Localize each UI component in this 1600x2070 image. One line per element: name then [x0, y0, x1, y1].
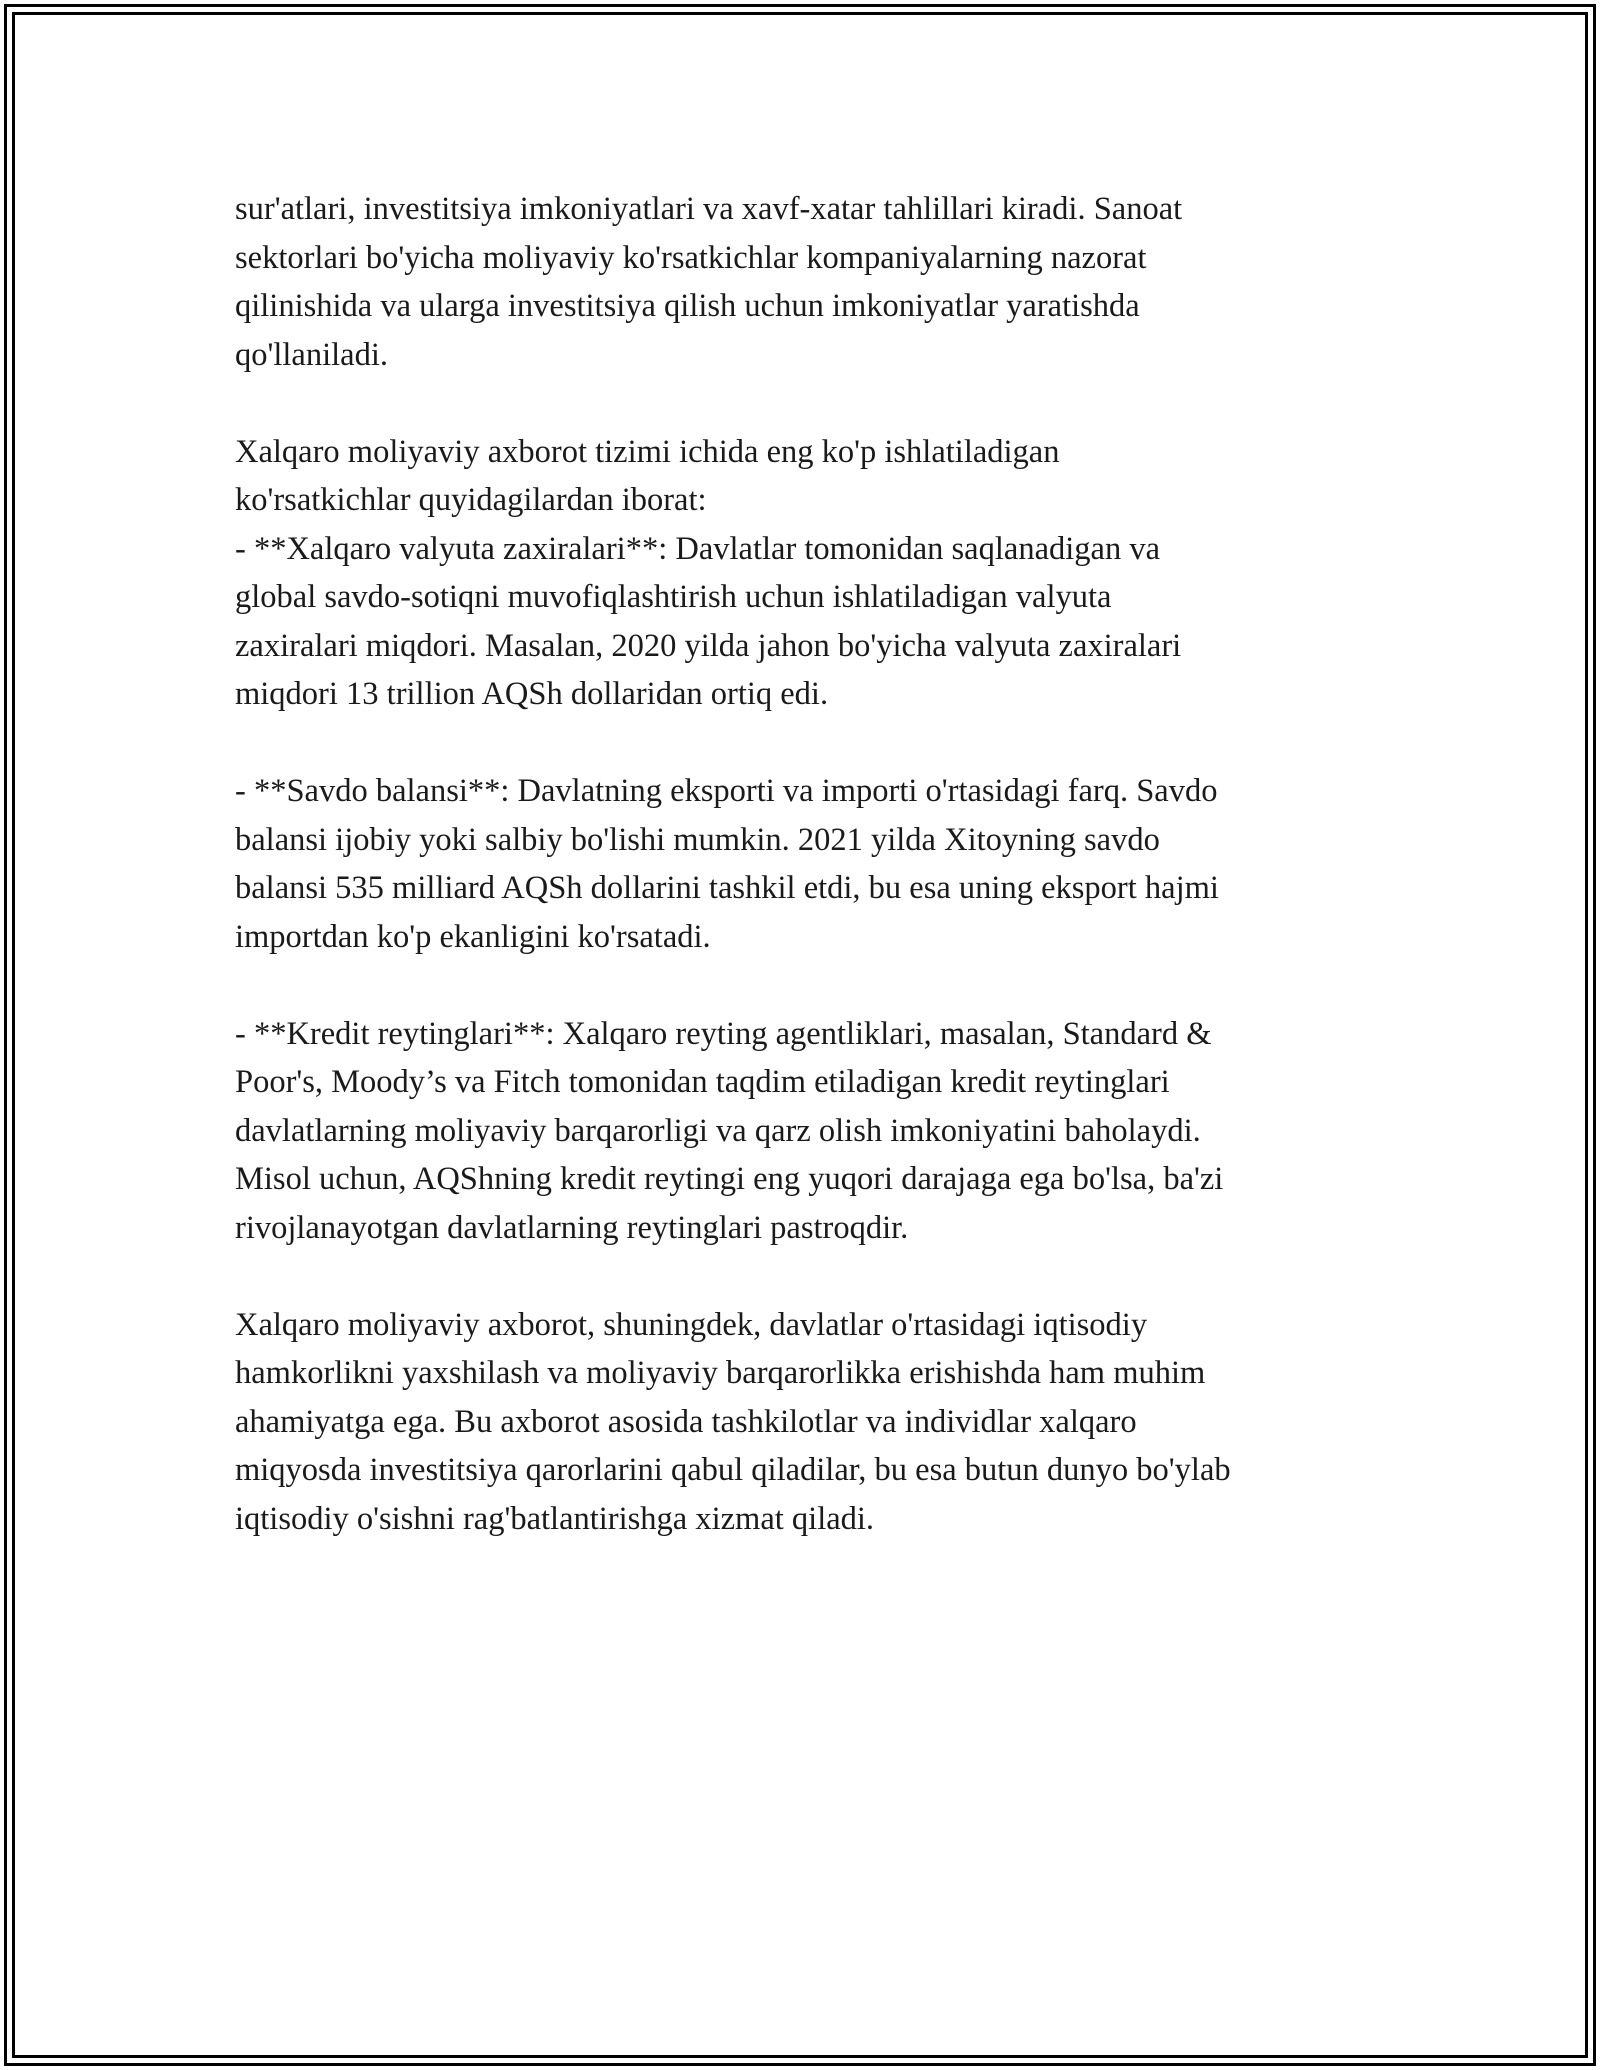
paragraph-valyuta-zaxiralari: Xalqaro moliyaviy axborot tizimi ichida eng ko'p ishlatiladigan ko'rsatkichlar quyidagilardan iborat: - **Xalqaro valyuta zaxiralari**: Davlatlar tomonidan saqlanadigan va global savdo-sotiqni muvofiqlashtirish uchun ishlatiladigan valyuta zaxiralari miqdori. Masalan, 2020 yilda jahon bo'yicha valyuta zaxiralari miqdori 13 trillion AQSh dollaridan ortiq edi.: [235, 433, 1182, 712]
paragraph-kredit-reytinglari: - **Kredit reytinglari**: Xalqaro reyting agentliklari, masalan, Standard & Poor's, Moody’s va Fitch tomonidan taqdim etiladigan kredit reytinglari davlatlarning moliyaviy barqarorligi va qarz olish imkoniyatini baholaydi. Misol uchun, AQShning kredit reytingi eng yuqori darajaga ega bo'lsa, ba'zi rivojlanayotgan davlatlarning reytinglari pastroqdir.: [235, 1015, 1224, 1246]
paragraph-savdo-balansi: - **Savdo balansi**: Davlatning eksporti va importi o'rtasidagi farq. Savdo balansi ijobiy yoki salbiy bo'lishi mumkin. 2021 yilda Xitoyning savdo balansi 535 milliard AQSh dollarini tashkil etdi, bu esa uning eksport hajmi importdan ko'p ekanligini ko'rsatadi.: [235, 773, 1219, 955]
paragraph-xulosa: Xalqaro moliyaviy axborot, shuningdek, davlatlar o'rtasidagi iqtisodiy hamkorlikni yaxshilash va moliyaviy barqarorlikka erishishda ham muhim ahamiyatga ega. Bu axborot asosida tashkilotlar va individlar xalqaro miqyosda investitsiya qarorlarini qabul qiladilar, bu esa butun dunyo bo'ylab iqtisodiy o'sishni rag'batlantirishga xizmat qiladi.: [235, 1306, 1231, 1537]
paragraph-sanoat-sektorlari: sur'atlari, investitsiya imkoniyatlari va xavf-xatar tahlillari kiradi. Sanoat sektorlari bo'yicha moliyaviy ko'rsatkichlar kompaniyalarning nazorat qilinishida va ularga investitsiya qilish uchun imkoniyatlar yaratishda qo'llaniladi.: [235, 191, 1183, 373]
document-body: [235, 185, 1385, 1592]
